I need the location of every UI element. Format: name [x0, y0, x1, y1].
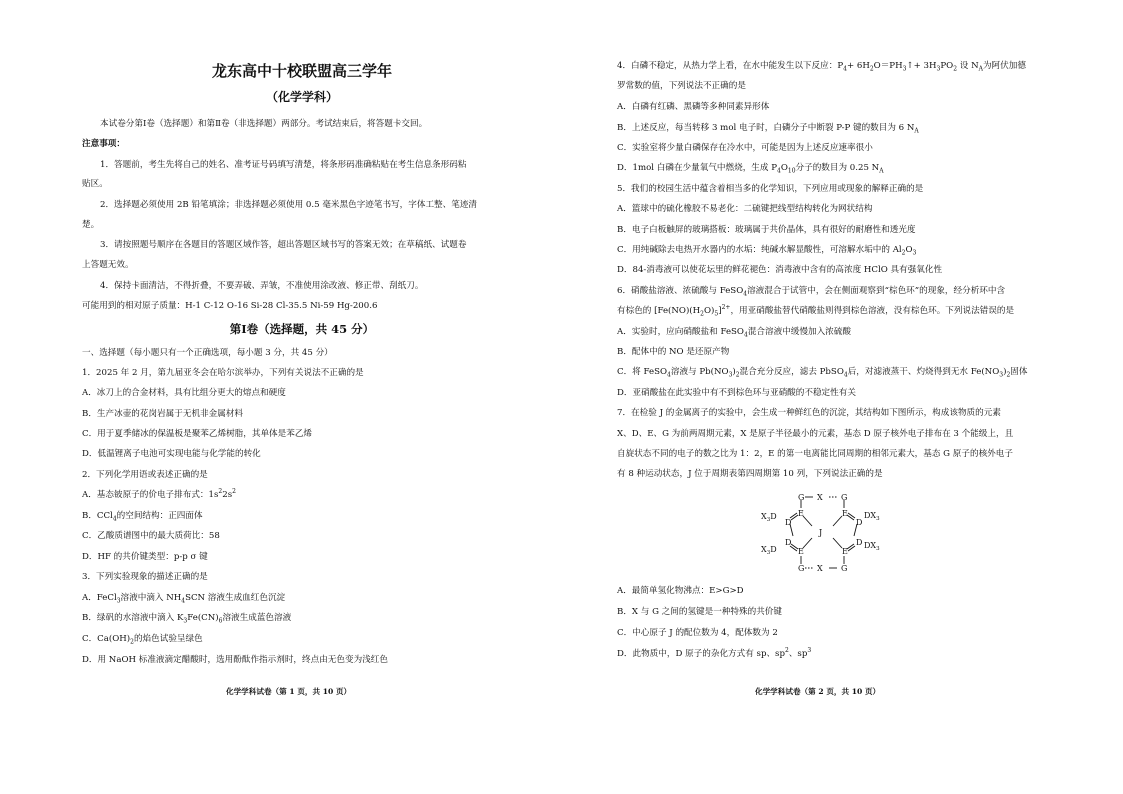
- question-6-line1: 6．硝酸盐溶液、浓硫酸与 FeSO$_4$溶液混合于试管中，会在侧面观察到“棕色环”的现象，经分析环中含: [617, 286, 1006, 298]
- question-3: 3．下列实验现象的描述正确的是: [82, 572, 208, 582]
- q1-option-d: D．低温锂离子电池可实现电能与化学能的转化: [82, 449, 261, 459]
- diagram-j: J: [819, 528, 823, 537]
- q5-option-a: A．篮球中的硫化橡胶不易老化：二硫键把线型结构转化为网状结构: [617, 204, 873, 214]
- q4-option-b: B．上述反应，每当转移 3 mol 电子时，白磷分子中断裂 P-P 键的数目为 6 $N_A$: [617, 123, 919, 135]
- diagram-dx3-1: $DX_3$: [864, 511, 880, 522]
- diagram-e1: E: [798, 509, 804, 518]
- atomic-masses: 可能用到的相对原子质量：H-1 C-12 O-16 Si-28 Cl-35.5 Ni-59 Hg-200.6: [82, 301, 378, 311]
- diagram-g4: G: [841, 564, 848, 573]
- page-2: [617, 0, 1033, 794]
- question-5: 5．我们的校园生活中蕴含着相当多的化学知识，下列应用或现象的解释正确的是: [617, 184, 924, 194]
- page-1-footer: 化学学科试卷（第 1 页，共 10 页）: [226, 687, 352, 696]
- diagram-d4: D: [856, 538, 863, 547]
- section-title: 第Ⅰ卷（选择题，共 45 分）: [229, 322, 375, 336]
- complex-structure-diagram: [757, 486, 907, 578]
- q3-option-d: D．用 NaOH 标准液滴定醋酸时，选用酚酞作指示剂时，终点由无色变为浅红色: [82, 655, 388, 665]
- q1-option-b: B．生产冰壶的花岗岩属于无机非金属材料: [82, 409, 244, 419]
- q1-option-c: C．用于夏季储冰的保温板是聚苯乙烯树脂，其单体是苯乙烯: [82, 429, 313, 439]
- diagram-d1: D: [785, 518, 792, 527]
- q4-option-a: A．白磷有红磷、黑磷等多种同素异形体: [617, 102, 770, 112]
- diagram-g1: G: [798, 493, 805, 502]
- diagram-e3: E: [798, 547, 804, 556]
- note-3b: 上答题无效。: [82, 260, 134, 270]
- diagram-g3: G: [798, 564, 805, 573]
- note-4: 4．保持卡面清洁，不得折叠，不要弄破、弄皱，不准使用涂改液、修正带、刮纸刀。: [100, 281, 424, 291]
- question-2: 2．下列化学用语或表述正确的是: [82, 470, 208, 480]
- question-7-line1: 7．在检验 J 的金属离子的实验中，会生成一种鲜红色的沉淀，其结构如下图所示，构成该物质的元素: [617, 408, 1001, 418]
- q7-option-c: C．中心原子 J 的配位数为 4，配体数为 2: [617, 628, 778, 638]
- diagram-x2: X: [817, 564, 823, 573]
- diagram-d3: D: [785, 538, 792, 547]
- exam-subtitle: （化学学科）: [265, 90, 338, 104]
- question-7-line3: 自旋状态不同的电子的数之比为 1：2，E 的第一电离能比同周期的相邻元素大，基态 G 原子的核外电子: [617, 449, 1013, 459]
- q4-option-c: C．实验室将少量白磷保存在冷水中，可能是因为上述反应速率很小: [617, 143, 873, 153]
- q6-option-a: A．实验时，应向硝酸盐和 FeSO$_4$混合溶液中缓慢加入浓硫酸: [617, 327, 851, 339]
- diagram-x1: X: [817, 493, 823, 502]
- q5-option-d: D．84-消毒液可以使花坛里的鲜花褪色：消毒液中含有的高浓度 HClO 具有强氧化性: [617, 265, 943, 275]
- diagram-x3d-2: $X_3D$: [761, 545, 777, 556]
- q5-option-c: C．用纯碱除去电热开水器内的水垢：纯碱水解显酸性，可溶解水垢中的 $Al_2O_3$: [617, 245, 917, 257]
- question-1: 1．2025 年 2 月，第九届亚冬会在哈尔滨举办，下列有关说法不正确的是: [82, 368, 364, 378]
- diagram-e4: E: [842, 547, 848, 556]
- question-4-line1: 4．白磷不稳定，从热力学上看，在水中能发生以下反应：$P_4+$ $6H_2O=PH_3↑+ 3H_3PO_2$ 设 $N_A$为阿伏加德: [617, 61, 1026, 73]
- diagram-x3d-1: $X_3D$: [761, 512, 777, 523]
- note-3a: 3．请按照题号顺序在各题目的答题区域作答，超出答题区域书写的答案无效；在草稿纸、试题卷: [100, 240, 467, 250]
- q2-option-a: A．基态铍原子的价电子排布式：$1s^22s^2$: [82, 488, 236, 500]
- page-1: [82, 0, 522, 794]
- q5-option-b: B．电子白板触屏的玻璃搭板：玻璃属于共价晶体，具有很好的耐磨性和透光度: [617, 225, 916, 235]
- question-7-line4: 有 8 种运动状态，J 位于周期表第四周期第 10 列，下列说法正确的是: [617, 469, 883, 479]
- q6-option-b: B．配体中的 NO 是还原产物: [617, 347, 730, 357]
- page-2-footer: 化学学科试卷（第 2 页，共 10 页）: [755, 687, 881, 696]
- question-7-line2: X、D、E、G 为前两周期元素，X 是原子半径最小的元素，基态 D 原子核外电子排布在 3 个能级上，且: [617, 429, 1014, 439]
- section-instructions: 一、选择题（每小题只有一个正确选项，每小题 3 分，共 45 分）: [82, 348, 333, 358]
- q3-option-b: B．绿矾的水溶液中滴入 $K_3Fe(CN)_6$溶液生成蓝色溶液: [82, 613, 292, 625]
- notes-label: 注意事项：: [82, 139, 125, 149]
- note-2a: 2．选择题必须使用 2B 铅笔填涂；非选择题必须使用 0.5 毫米黑色字迹笔书写，字体工整、笔迹清: [100, 200, 478, 210]
- q6-option-c: C．将 FeSO$_4$溶液与 $Pb(NO_3)_2$混合充分反应，滤去 PbSO$_4$后，对滤液蒸干、灼烧得到无水 $Fe(NO_3)_2$固体: [617, 367, 1028, 379]
- q4-option-d: D．1mol 白磷在少量氧气中燃烧，生成 $P_4O_{10}$分子的数目为 0.25 $N_A$: [617, 163, 884, 175]
- q2-option-c: C．乙酸质谱图中的最大质荷比：58: [82, 531, 220, 541]
- q7-option-b: B．X 与 G 之间的氢键是一种特殊的共价键: [617, 607, 782, 617]
- q7-option-a: A．最简单氢化物沸点：E>G>D: [617, 586, 744, 596]
- note-1a: 1．答题前，考生先将自己的姓名、准考证号码填写清楚，将条形码准确粘贴在考生信息条形码粘: [100, 160, 467, 170]
- diagram-d2: D: [856, 518, 863, 527]
- diagram-e2: E: [842, 509, 848, 518]
- q3-option-c: C．$Ca(OH)_2$的焰色试验呈绿色: [82, 634, 203, 646]
- diagram-dx3-2: $DX_3$: [864, 541, 880, 552]
- q2-option-d: D．HF 的共价键类型：p-p σ 键: [82, 552, 208, 562]
- q3-option-a: A．FeCl$_3$溶液中滴入 $NH_4SCN$ 溶液生成血红色沉淀: [82, 593, 286, 605]
- note-2b: 楚。: [82, 220, 100, 230]
- q1-option-a: A．冰刀上的合金材料，具有比组分更大的熔点和硬度: [82, 388, 286, 398]
- question-4-line2: 罗常数的值，下列说法不正确的是: [617, 81, 746, 91]
- note-1b: 贴区。: [82, 179, 108, 189]
- intro-text: 本试卷分第Ⅰ卷（选择题）和第Ⅱ卷（非选择题）两部分。考试结束后，将答题卡交回。: [100, 119, 428, 129]
- q7-option-d: D．此物质中，D 原子的杂化方式有 sp、$sp^2$、$sp^3$: [617, 647, 812, 659]
- exam-title: 龙东高中十校联盟高三学年: [211, 62, 392, 80]
- q6-option-d: D．亚硝酸盐在此实验中有不到棕色环与亚硝酸的不稳定性有关: [617, 388, 856, 398]
- question-6-line2: 有棕色的 $[Fe(NO)(H_2O)_5]^{2+}$，用亚硝酸盐替代硝酸盐则得到棕色溶液，没有棕色环。下列说法错误的是: [617, 304, 1015, 318]
- diagram-g2: G: [841, 493, 848, 502]
- q2-option-b: B．CCl$_4$的空间结构：正四面体: [82, 511, 203, 523]
